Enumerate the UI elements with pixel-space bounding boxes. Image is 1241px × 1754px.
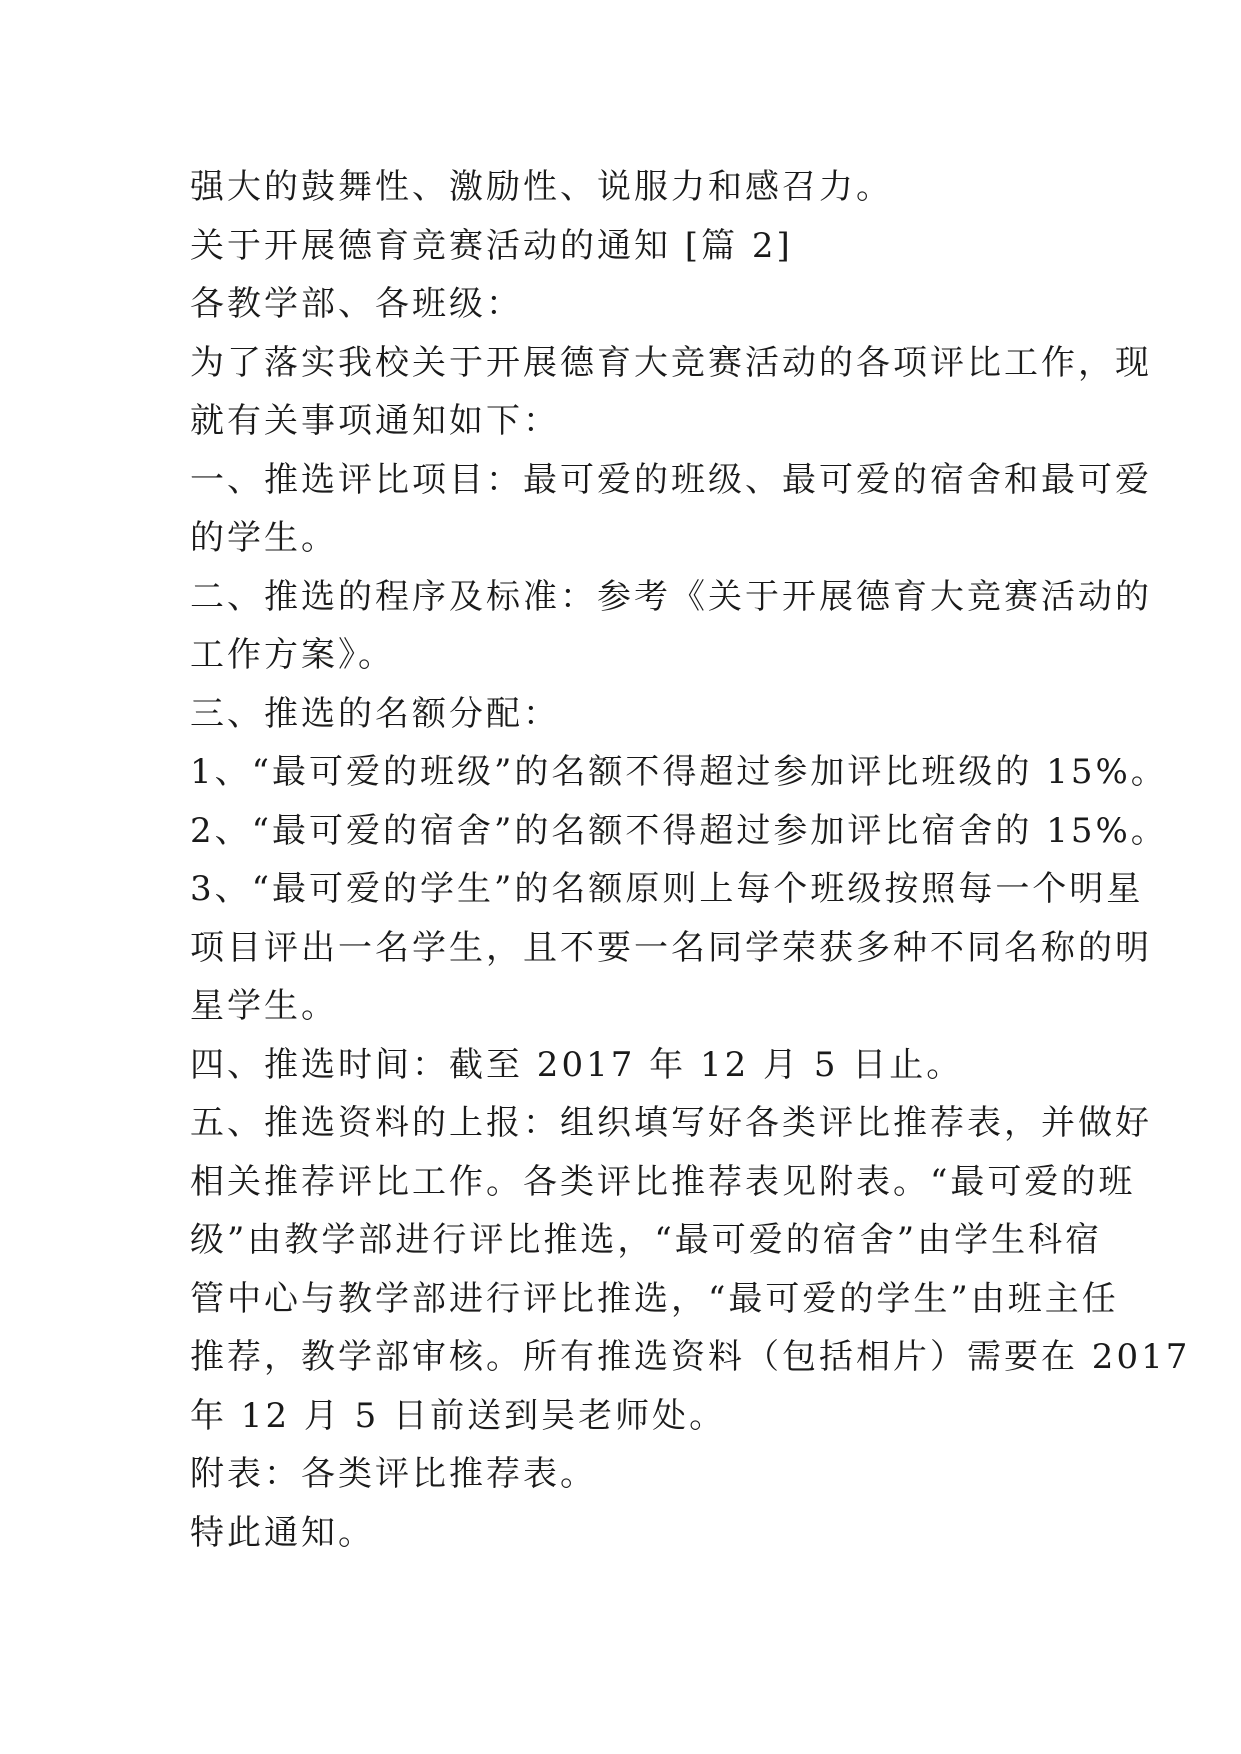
text-line: 项目评出一名学生，且不要一名同学荣获多种不同名称的明: [190, 927, 1152, 968]
text-line: 附表：各类评比推荐表。: [190, 1454, 597, 1494]
text-line: 星学生。: [190, 986, 338, 1026]
text-line: 管中心与教学部进行评比推选，“最可爱的学生”由班主任: [190, 1278, 1119, 1319]
text-line: 1、“最可爱的班级”的名额不得超过参加评比班级的 15%。: [190, 752, 1168, 792]
text-line: 二、推选的程序及标准：参考《关于开展德育大竞赛活动的: [190, 576, 1152, 617]
text-line: 相关推荐评比工作。各类评比推荐表见附表。“最可爱的班: [190, 1161, 1136, 1202]
text-line: 级”由教学部进行评比推选，“最可爱的宿舍”由学生科宿: [190, 1220, 1103, 1260]
text-line: 三、推选的名额分配：: [190, 693, 560, 734]
text-line: 的学生。: [190, 518, 338, 558]
closing-line: 特此通知。: [190, 1512, 375, 1553]
document-body: [190, 158, 1191, 1562]
text-line: 为了落实我校关于开展德育大竞赛活动的各项评比工作，现: [190, 342, 1152, 383]
text-line: 五、推选资料的上报：组织填写好各类评比推荐表，并做好: [190, 1103, 1152, 1143]
text-line: 年 12 月 5 日前送到吴老师处。: [190, 1395, 727, 1436]
text-line: 四、推选时间：截至 2017 年 12 月 5 日止。: [190, 1044, 964, 1085]
addressee: 各教学部、各班级：: [190, 284, 523, 324]
text-line: 2、“最可爱的宿舍”的名额不得超过参加评比宿舍的 15%。: [190, 810, 1168, 851]
text-line: 3、“最可爱的学生”的名额原则上每个班级按照每一个明星: [190, 869, 1144, 909]
text-line: 工作方案》。: [190, 635, 395, 675]
text-line: 一、推选评比项目：最可爱的班级、最可爱的宿舍和最可爱: [190, 459, 1152, 500]
text-line: 就有关事项通知如下：: [190, 401, 560, 441]
text-line: 推荐，教学部审核。所有推选资料（包括相片）需要在 2017: [190, 1337, 1191, 1377]
text-line: 强大的鼓舞性、激励性、说服力和感召力。: [190, 167, 893, 207]
notice-title: 关于开展德育竞赛活动的通知 [篇 2]: [190, 225, 793, 266]
